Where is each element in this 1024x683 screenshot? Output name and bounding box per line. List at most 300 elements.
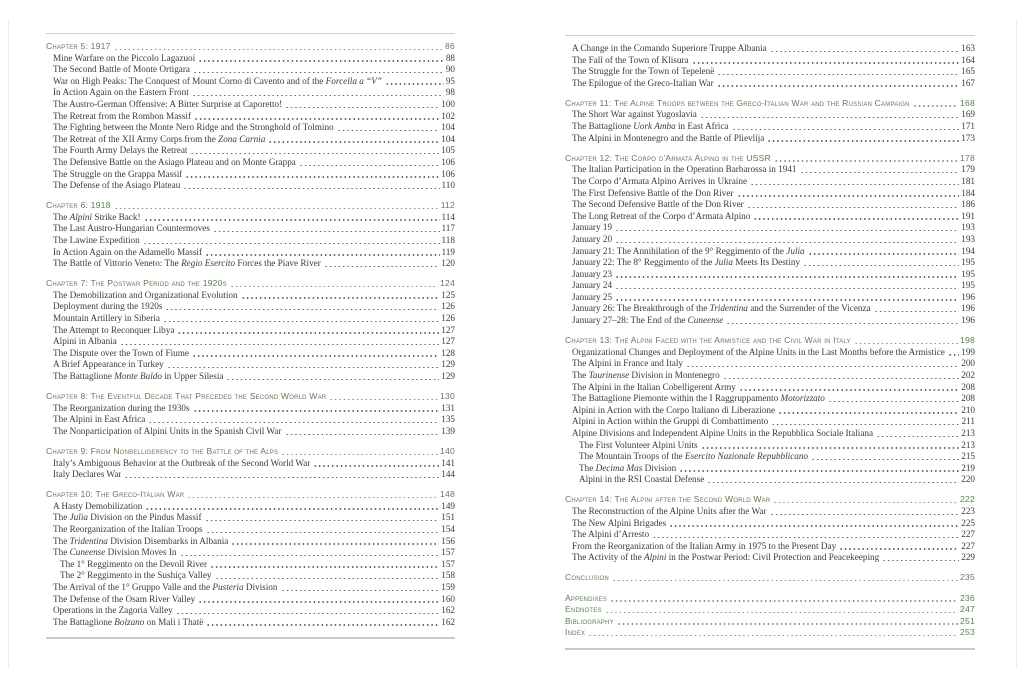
dot-leader [299, 165, 439, 166]
page-number: 86 [445, 41, 455, 51]
toc-entry-title: Chapter 7: The Postwar Period and the 1920s [46, 278, 227, 289]
toc-entry-title: The Taurinense Division in Montenegro [572, 369, 720, 380]
page-number: 141 [441, 457, 455, 468]
page-number: 213 [961, 439, 975, 450]
dot-leader [750, 184, 959, 185]
dot-leader [767, 140, 959, 141]
page-number: 215 [961, 451, 975, 462]
toc-entry-title: January 22: The 8° Reggimento of the Julia Meets Its Destiny [572, 257, 801, 268]
toc-chapter-row [46, 200, 455, 212]
page-number: 208 [961, 381, 975, 392]
toc-chapter-row [46, 41, 455, 53]
toc-row [565, 199, 975, 211]
dot-leader [205, 254, 440, 255]
page-number: 128 [441, 347, 455, 358]
page-number: 148 [440, 489, 455, 500]
toc-entry-title: Chapter 10: The Greco-Italian War [46, 489, 185, 500]
toc-entry-title: The Battaglione Bolzano on Mali i Thatë [53, 616, 204, 627]
dot-leader [739, 389, 959, 390]
dot-leader [774, 160, 958, 161]
dot-leader [193, 410, 440, 411]
toc-entry-title: The Battle of Vittorio Veneto: The Regio Esercito Forces the Piave River [53, 258, 321, 269]
toc-row [565, 552, 975, 564]
toc-row [46, 371, 455, 383]
toc-row [46, 64, 455, 76]
page-number: 227 [961, 540, 975, 551]
dot-leader [612, 580, 958, 581]
toc-row [565, 347, 975, 359]
toc-entry-title: Index [565, 627, 586, 638]
page-number: 210 [961, 404, 975, 415]
toc-entry-title: The Short War against Yugoslavia [572, 109, 697, 120]
toc-row [565, 440, 975, 452]
dot-leader [241, 297, 440, 298]
page-number: 105 [441, 145, 455, 156]
toc-row [565, 463, 975, 475]
toc-entry-title: The Struggle for the Town of Tepelenë [572, 66, 715, 77]
page-number: 164 [961, 54, 975, 65]
page-number: 129 [441, 371, 455, 382]
page-number: 247 [960, 604, 975, 615]
toc-entry-title: In Action Again on the Adamello Massif [53, 246, 203, 257]
page-number: 131 [441, 402, 455, 413]
page-number: 169 [961, 109, 975, 120]
page-number: 196 [961, 315, 975, 326]
toc-entry-title: The Alpini in France and Italy [572, 358, 683, 369]
dot-leader [700, 117, 959, 118]
page-number: 198 [960, 335, 975, 346]
page-number: 202 [961, 369, 975, 380]
toc-entry-title: The New Alpini Brigades [572, 517, 667, 528]
toc-entry-title: Italy’s Ambiguous Behavior at the Outbreak of the Second World War [53, 457, 311, 468]
toc-entry-title: Deployment during the 1920s [53, 301, 163, 312]
dot-leader [615, 288, 959, 289]
dot-leader [167, 367, 439, 368]
page-number: 159 [441, 582, 455, 593]
page-number: 157 [441, 547, 455, 558]
toc-entry-title: January 26: The Breakthrough of the Tridentina and the Surrender of the Vicenza [572, 303, 871, 314]
toc-entry-title: Alpini in Albania [53, 336, 117, 347]
dot-leader [913, 105, 958, 106]
toc-row [565, 109, 975, 121]
page-number: 186 [961, 199, 975, 210]
dot-leader [652, 537, 959, 538]
page-number: 114 [441, 211, 455, 222]
toc-row [46, 169, 455, 181]
page-number: 157 [441, 558, 455, 569]
page-number: 191 [961, 210, 975, 221]
toc-entry-title: The Julia Division on the Pindus Massif [53, 512, 202, 523]
toc-row [565, 234, 975, 246]
page-number: 149 [441, 500, 455, 511]
toc-entry-title: Alpine Divisions and Independent Alpine Units in the Repubblica Sociale Italiana [572, 427, 874, 438]
page-number: 167 [961, 77, 975, 88]
toc-row [565, 428, 975, 440]
dot-leader [285, 107, 439, 108]
toc-entry-title: War on High Peaks: The Conquest of Mount Corno di Cavento and of the Forcella a “V” [53, 75, 382, 86]
page-number: 124 [440, 278, 455, 289]
toc-entry-title: Chapter 8: The Eventful Decade That Preceded the Second World War [46, 391, 327, 402]
dot-leader [185, 176, 439, 177]
toc-row [46, 145, 455, 157]
page-number: 154 [441, 524, 455, 535]
toc-entry-title: Conclusion [565, 572, 609, 583]
toc-row [565, 303, 975, 315]
dot-leader [198, 601, 439, 602]
toc-row [565, 66, 975, 78]
toc-row [565, 121, 975, 133]
dot-leader [120, 344, 439, 345]
toc-entry-title: January 24 [572, 280, 613, 291]
dot-leader [213, 231, 440, 232]
toc-entry-title: The Alpini in East Africa [53, 414, 146, 425]
toc-entry-title: The Long Retreat of the Corpo d’Armata Alpino [572, 210, 751, 221]
page-number: 200 [961, 358, 975, 369]
toc-row [46, 313, 455, 325]
toc-entry-title: The First Defensive Battle of the Don River [572, 187, 734, 198]
toc-entry-title: January 23 [572, 268, 613, 279]
toc-row [46, 111, 455, 123]
dot-leader [124, 477, 439, 478]
toc-entry-title: Endnotes [565, 604, 602, 615]
dot-leader [707, 482, 959, 483]
toc-row [46, 501, 455, 513]
dot-leader [615, 276, 959, 277]
toc-row [565, 280, 975, 292]
page-number: 135 [441, 414, 455, 425]
dot-leader [615, 242, 959, 243]
page-number: 220 [961, 474, 975, 485]
toc-entry-title: Mine Warfare on the Piccolo Lagazuoi [53, 52, 196, 63]
page-number: 90 [445, 64, 455, 75]
toc-entry-title: Chapter 11: The Alpine Troops between the Greco-Italian War and the Russian Campaign [565, 97, 910, 108]
page-number: 195 [961, 257, 975, 268]
toc-row [565, 188, 975, 200]
page-number: 199 [961, 346, 975, 357]
page-number: 194 [961, 245, 975, 256]
page-number: 160 [441, 593, 455, 604]
dot-leader [726, 323, 959, 324]
toc-entry-title: The Corpo d’Armata Alpino Arrives in Ukraine [572, 175, 748, 186]
page-number: 196 [961, 303, 975, 314]
page-number: 125 [441, 289, 455, 300]
toc-entry-title: Chapter 6: 1918 [46, 200, 111, 211]
dot-leader [385, 83, 444, 84]
dot-leader [192, 355, 439, 356]
toc-entry-title: Alpini in the RSI Coastal Defense [579, 474, 705, 485]
page-number: 168 [960, 97, 975, 108]
toc-chapter-row [565, 153, 975, 165]
toc-row [565, 133, 975, 145]
page-number: 104 [441, 133, 455, 144]
dot-leader [617, 623, 958, 624]
page-number: 208 [961, 393, 975, 404]
page-number: 236 [960, 592, 975, 603]
column-bottom-rule [565, 648, 975, 650]
toc-chapter-row [46, 446, 455, 458]
toc-chapter-row [46, 391, 455, 403]
toc-row [565, 518, 975, 530]
page-number: 222 [960, 494, 975, 505]
toc-block [565, 335, 975, 486]
dot-leader [114, 49, 443, 50]
dot-leader [176, 613, 439, 614]
toc-row [46, 235, 455, 247]
dot-leader [811, 459, 959, 460]
toc-chapter-row [565, 98, 975, 110]
dot-leader [753, 218, 959, 219]
toc-entry-title: The Decima Mas Division [579, 462, 677, 473]
toc-entry-title: The 1° Reggimento on the Devoll River [60, 558, 208, 569]
toc-entry-title: The Alpini d’Arresto [572, 529, 650, 540]
toc-entry-title: Appendixes [565, 592, 608, 603]
toc-entry-title: The Battaglione Piemonte within the I Raggruppamento Motorizzato [572, 393, 825, 404]
dot-leader [686, 366, 959, 367]
toc-row [46, 617, 455, 629]
toc-row [565, 506, 975, 518]
toc-block [565, 494, 975, 564]
page-number: 119 [441, 246, 455, 257]
page-number: 225 [961, 517, 975, 528]
toc-row [565, 211, 975, 223]
dot-leader [329, 399, 438, 400]
dot-leader [194, 118, 439, 119]
dot-leader [190, 153, 439, 154]
page-number: 193 [961, 233, 975, 244]
page-number: 173 [961, 132, 975, 143]
page-number: 129 [441, 359, 455, 370]
toc-entry-title: January 19 [572, 222, 613, 233]
page-number: 181 [961, 175, 975, 186]
page-number: 110 [441, 180, 455, 191]
toc-entry-title: The Cuneense Division Moves In [53, 547, 177, 558]
toc-row [565, 358, 975, 370]
toc-row [46, 99, 455, 111]
toc-entry-title: The Fourth Army Delays the Retreat [53, 145, 188, 156]
toc-row [565, 292, 975, 304]
toc-chapter-row [565, 604, 975, 616]
toc-column-left [46, 33, 455, 639]
toc-row [565, 43, 975, 55]
dot-leader [737, 195, 960, 196]
toc-entry-title: The Retreat of the XII Army Corps from the Zona Carnia [53, 133, 266, 144]
toc-entry-title: Italy Declares War [53, 469, 122, 480]
dot-leader [882, 560, 959, 561]
page-number: 88 [445, 52, 455, 63]
toc-entry-title: Alpini in Action with the Corpo Italiano di Liberazione [572, 404, 776, 415]
toc-entry-title: A Brief Appearance in Turkey [53, 359, 164, 370]
dot-leader [198, 60, 444, 61]
page-number: 162 [441, 616, 455, 627]
toc-chapter-row [565, 627, 975, 639]
dot-leader [143, 243, 440, 244]
dot-leader [717, 74, 959, 75]
page-number: 98 [445, 87, 455, 98]
toc-chapter-row [565, 494, 975, 506]
toc-entry-title: The Demobilization and Organizational Evolution [53, 289, 238, 300]
page-number: 106 [441, 168, 455, 179]
toc-row [565, 405, 975, 417]
toc-row [46, 605, 455, 617]
page-number: 213 [961, 427, 975, 438]
page-number: 126 [441, 301, 455, 312]
page-number: 163 [961, 43, 975, 53]
column-top-rule [46, 33, 455, 34]
dot-leader [165, 309, 439, 310]
toc-row [565, 451, 975, 463]
page-number: 120 [441, 258, 455, 269]
dot-leader [828, 401, 959, 402]
dot-leader [313, 465, 439, 466]
toc-row [565, 78, 975, 90]
toc-row [46, 76, 455, 88]
page-edge-right [1016, 20, 1017, 669]
toc-entry-title: Chapter 13: The Alpini Faced with the Armistice and the Civil War in Italy [565, 335, 851, 346]
toc-chapter-row [565, 593, 975, 605]
toc-entry-title: Alpini in Action within the Gruppi di Combattimento [572, 416, 769, 427]
toc-block [46, 200, 455, 270]
toc-entry-title: January 27–28: The End of the Cuneense [572, 315, 724, 326]
page-number: 144 [441, 469, 455, 480]
toc-entry-title: Chapter 12: The Corpo d’Armata Alpino in the USSR [565, 152, 771, 163]
toc-row [46, 122, 455, 134]
dot-leader [226, 379, 439, 380]
toc-entry-title: The Dispute over the Town of Fiume [53, 347, 189, 358]
toc-entry-title: The Defensive Battle on the Asiago Plateau and on Monte Grappa [53, 156, 296, 167]
toc-entry-title: Organizational Changes and Deployment of the Alpine Units in the Last Months before the Armistice [572, 346, 945, 357]
page-number: 95 [445, 75, 455, 86]
dot-leader [800, 172, 960, 173]
toc-row [46, 359, 455, 371]
dot-leader [773, 502, 958, 503]
toc-entry-title: The Italian Participation in the Operation Barbarossa in 1941 [572, 164, 797, 175]
toc-row [46, 223, 455, 235]
toc-entry-title: The Retreat from the Rombon Massif [53, 110, 192, 121]
toc-entry-title: The Struggle on the Grappa Massif [53, 168, 183, 179]
toc-entry-title: The Defense of the Asiago Plateau [53, 180, 181, 191]
toc-row [46, 536, 455, 548]
dot-leader [948, 354, 959, 355]
dot-leader [187, 497, 438, 498]
toc-block [565, 98, 975, 144]
toc-row [46, 469, 455, 481]
toc-chapter-row [46, 278, 455, 290]
page-number: 195 [961, 280, 975, 291]
toc-entry-title: Chapter 14: The Alpini after the Second World War [565, 494, 771, 505]
dot-leader [610, 600, 958, 601]
toc-entry-title: The Reconstruction of the Alpine Units after the War [572, 505, 767, 516]
toc-row [46, 559, 455, 571]
toc-row [46, 180, 455, 192]
toc-row [565, 257, 975, 269]
page-number: 211 [961, 416, 975, 427]
toc-row [46, 87, 455, 99]
toc-entry-title: The Battaglione Monte Baldo in Upper Silesia [53, 371, 224, 382]
dot-leader [615, 299, 959, 300]
dot-leader [192, 95, 444, 96]
toc-entry-title: The Tridentina Division Disembarks in Albania [53, 535, 229, 546]
dot-leader [732, 129, 960, 130]
toc-row [565, 55, 975, 67]
toc-row [46, 325, 455, 337]
toc-entry-title: The Activity of the Alpini in the Postwar Period: Civil Protection and Peacekeeping [572, 552, 880, 563]
dot-leader [285, 434, 440, 435]
dot-leader [281, 590, 440, 591]
toc-row [46, 247, 455, 259]
toc-entry-title: The Austro-German Offensive: A Bitter Surprise at Caporetto! [53, 98, 283, 109]
column-top-rule [565, 35, 975, 36]
toc-entry-title: January 25 [572, 291, 613, 302]
toc-block [565, 153, 975, 327]
dot-leader [874, 311, 960, 312]
page-number: 100 [441, 98, 455, 109]
page-number: 229 [961, 552, 975, 563]
dot-leader [770, 51, 960, 52]
toc-entry-title: The Defense of the Osam River Valley [53, 593, 196, 604]
toc-entry-title: In Action Again on the Eastern Front [53, 87, 189, 98]
toc-entry-title: Bibliography [565, 615, 614, 626]
toc-block [565, 593, 975, 639]
toc-chapter-row [46, 489, 455, 501]
toc-chapter-row [565, 335, 975, 347]
dot-leader [206, 532, 440, 533]
toc-entry-title: The First Volunteer Alpini Units [579, 439, 698, 450]
toc-row [46, 570, 455, 582]
page-number: 112 [440, 200, 455, 211]
toc-row [565, 382, 975, 394]
dot-leader [230, 286, 438, 287]
page-number: 151 [441, 512, 455, 523]
toc-entry-title: The Alpini in Montenegro and the Battle of Plievlija [572, 132, 765, 143]
toc-row [46, 547, 455, 559]
page-number: 196 [961, 291, 975, 302]
page-number: 251 [960, 615, 975, 626]
dot-leader [114, 208, 439, 209]
toc-entry-title: Chapter 9: From Nonbelligerency to the Battle of the Alps [46, 446, 279, 456]
dot-leader [337, 130, 440, 131]
toc-row [565, 393, 975, 405]
toc-row [46, 290, 455, 302]
toc-entry-title: A Hasty Demobilization [53, 500, 143, 511]
page-number: 158 [441, 570, 455, 581]
toc-row [46, 458, 455, 470]
page-number: 117 [441, 223, 455, 234]
toc-row [46, 336, 455, 348]
toc-entry-title: The Battaglione Uork Amba in East Africa [572, 121, 729, 132]
page-number: 165 [961, 66, 975, 77]
toc-entry-title: The Arrival of the 1° Gruppo Valle and the Pusteria Division [53, 582, 278, 593]
dot-leader [839, 548, 959, 549]
dot-leader [148, 422, 439, 423]
toc-block [46, 391, 455, 437]
dot-leader [210, 566, 439, 567]
toc-entry-title: The Attempt to Reconquer Libya [53, 324, 175, 335]
dot-leader [145, 508, 439, 509]
page-number: 171 [961, 121, 975, 132]
toc-row [565, 246, 975, 258]
toc-entry-title: The Reorganization during the 1930s [53, 402, 190, 413]
toc-row [46, 594, 455, 606]
dot-leader [615, 230, 959, 231]
toc-row [565, 222, 975, 234]
toc-entry-title: The Second Defensive Battle of the Don River [572, 199, 744, 210]
page-number: 219 [961, 462, 975, 473]
toc-entry-title: January 21: The Annihilation of the 9° Reggimento of the Julia [572, 245, 805, 256]
page-number: 102 [441, 110, 455, 121]
page-number: 118 [441, 235, 455, 245]
dot-leader [876, 436, 959, 437]
page-number: 106 [441, 156, 455, 167]
